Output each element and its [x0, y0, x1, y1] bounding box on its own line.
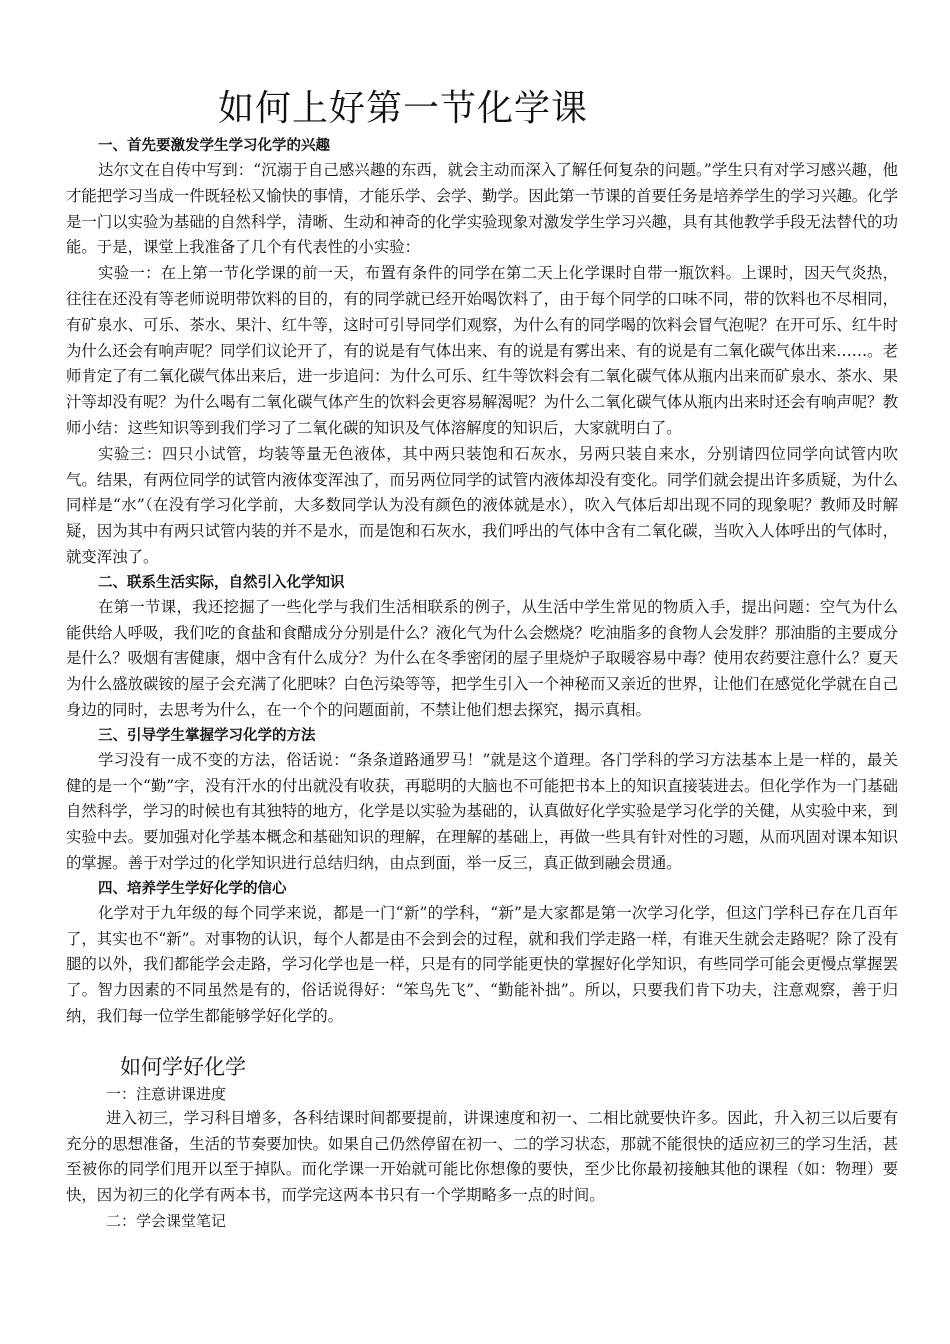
section-4: [66, 877, 898, 1030]
document-page: [66, 86, 898, 1233]
document-title: 如何上好第一节化学课: [218, 88, 589, 129]
section-heading: 四、培养学生学好化学的信心: [98, 880, 287, 897]
section-1: [66, 134, 898, 571]
second-article-title: 如何学好化学: [120, 1054, 246, 1079]
item-heading: 二：学会课堂笔记: [106, 1211, 227, 1230]
section-heading: 三、引导学生掌握学习化学的方法: [98, 727, 316, 744]
paragraph: 达尔文在自传中写到：“沉溺于自己感兴趣的东西，就会主动而深入了解任何复杂的问题。”学生只有对学习感兴趣，他才能把学习当成一件既轻松又愉快的事情，才能乐学、会学、勤学。因此第一节课的首要任务是培养学生的学习兴趣。化学是一门以实验为基础的自然科学，清晰、生动和神奇的化学实验现象对激发学生学习兴趣，具有其他教学手段无法替代的功能。于是，课堂上我准备了几个有代表性的小实验：: [66, 161, 898, 257]
paragraph: 化学对于九年级的每个同学来说，都是一门“新”的学科，“新”是大家都是第一次学习化学，但这门学科已存在几百年了，其实也不“新”。对事物的认识，每个人都是由不会到会的过程，就和我们学走路一样，有谁天生就会走路呢？除了没有腿的以外，我们都能学会走路，学习化学也是一样，只是有的同学能更快的掌握好化学知识，有些同学可能会更慢点掌握罢了。智力因素的不同虽然是有的，俗话说得好：“笨鸟先飞”、“勤能补拙”。所以，只要我们肯下功夫，注意观察，善于归纳，我们每一位学生都能够学好化学的。: [66, 903, 898, 1025]
section-heading: 一、首先要激发学生学习化学的兴趣: [98, 138, 330, 154]
section-2: [66, 571, 898, 724]
section-heading: 二、联系生活实际，自然引入化学知识: [98, 574, 345, 591]
item-heading: 一：注意讲课进度: [106, 1084, 227, 1103]
second-article: [66, 1052, 898, 1233]
paragraph: 进入初三，学习科目增多，各科结课时间都要提前，讲课速度和初一、二相比就要快许多。因此，升入初三以后要有充分的思想准备，生活的节奏要加快。如果自己仍然停留在初一、二的学习状态，那就不能很快的适应初三的学习生活，甚至被你的同学们甩开以至于掉队。而化学课一开始就可能比你想像的要快，至少比你最初接触其他的课程（如：物理）要快，因为初三的化学有两本书，而学完这两本书只有一个学期略多一点的时间。: [66, 1108, 898, 1205]
paragraph: 学习没有一成不变的方法，俗话说：“条条道路通罗马！”就是这个道理。各门学科的学习方法基本上是一样的，最关健的是一个“勤”字，没有汗水的付出就没有收获，再聪明的大脑也不可能把书本上的知识直接装进去。但化学作为一门基础自然科学，学习的时候也有其独特的地方，化学是以实验为基础的，认真做好化学实验是学习化学的关健，从实验中来，到实验中去。要加强对化学基本概念和基础知识的理解，在理解的基础上，再做一些具有针对性的习题，从而巩固对课本知识的掌握。善于对学过的化学知识进行总结归纳，由点到面，举一反三，真正做到融会贯通。: [66, 750, 898, 872]
paragraph: 实验三：四只小试管，均装等量无色液体，其中两只装饱和石灰水，另两只装自来水，分别请四位同学向试管内吹气。结果，有两位同学的试管内液体变浑浊了，而另两位同学的试管内液体却没有变化。同学们就会提出许多质疑，为什么同样是“水”（在没有学习化学前，大多数同学认为没有颜色的液体就是水），吹入气体后却出现不同的现象呢？教师及时解疑，因为其中有两只试管内装的并不是水，而是饱和石灰水，我们呼出的气体中含有二氧化碳，当吹入人体呼出的气体时，就变浑浊了。: [66, 444, 898, 566]
section-3: [66, 724, 898, 877]
paragraph: 实验一：在上第一节化学课的前一天，布置有条件的同学在第二天上化学课时自带一瓶饮料。上课时，因天气炎热，往往在还没有等老师说明带饮料的目的，有的同学就已经开始喝饮料了，由于每个同学的口味不同，带的饮料也不尽相同，有矿泉水、可乐、茶水、果汁、红牛等，这时可引导同学们观察，为什么有的同学喝的饮料会冒气泡呢？在开可乐、红牛时为什么还会有响声呢？同学们议论开了，有的说是有气体出来、有的说是有雾出来、有的说是有二氧化碳气体出来……。老师肯定了有二氧化碳气体出来后，进一步追问：为什么可乐、红牛等饮料会有二氧化碳气体从瓶内出来而矿泉水、茶水、果汁等却没有呢？为什么喝有二氧化碳气体产生的饮料会更容易解渴呢？为什么二氧化碳气体从瓶内出来时还会有响声呢？教师小结：这些知识等到我们学习了二氧化碳的知识及气体溶解度的知识后，大家就明白了。: [66, 264, 898, 437]
paragraph: 在第一节课，我还挖掘了一些化学与我们生活相联系的例子，从生活中学生常见的物质入手，提出问题：空气为什么能供给人呼吸，我们吃的食盐和食醋成分分别是什么？液化气为什么会燃烧？吃油脂多的食物人会发胖？那油脂的主要成分是什么？吸烟有害健康，烟中含有什么成分？为什么在冬季密闭的屋子里烧炉子取暖容易中毒？使用农药要注意什么？夏天为什么盛放碳铵的屋子会充满了化肥味？白色污染等等，把学生引入一个神秘而又亲近的世界，让他们在感觉化学就在自己身边的同时，去思考为什么，在一个个的问题面前，不禁让他们想去探究，揭示真相。: [66, 597, 898, 719]
